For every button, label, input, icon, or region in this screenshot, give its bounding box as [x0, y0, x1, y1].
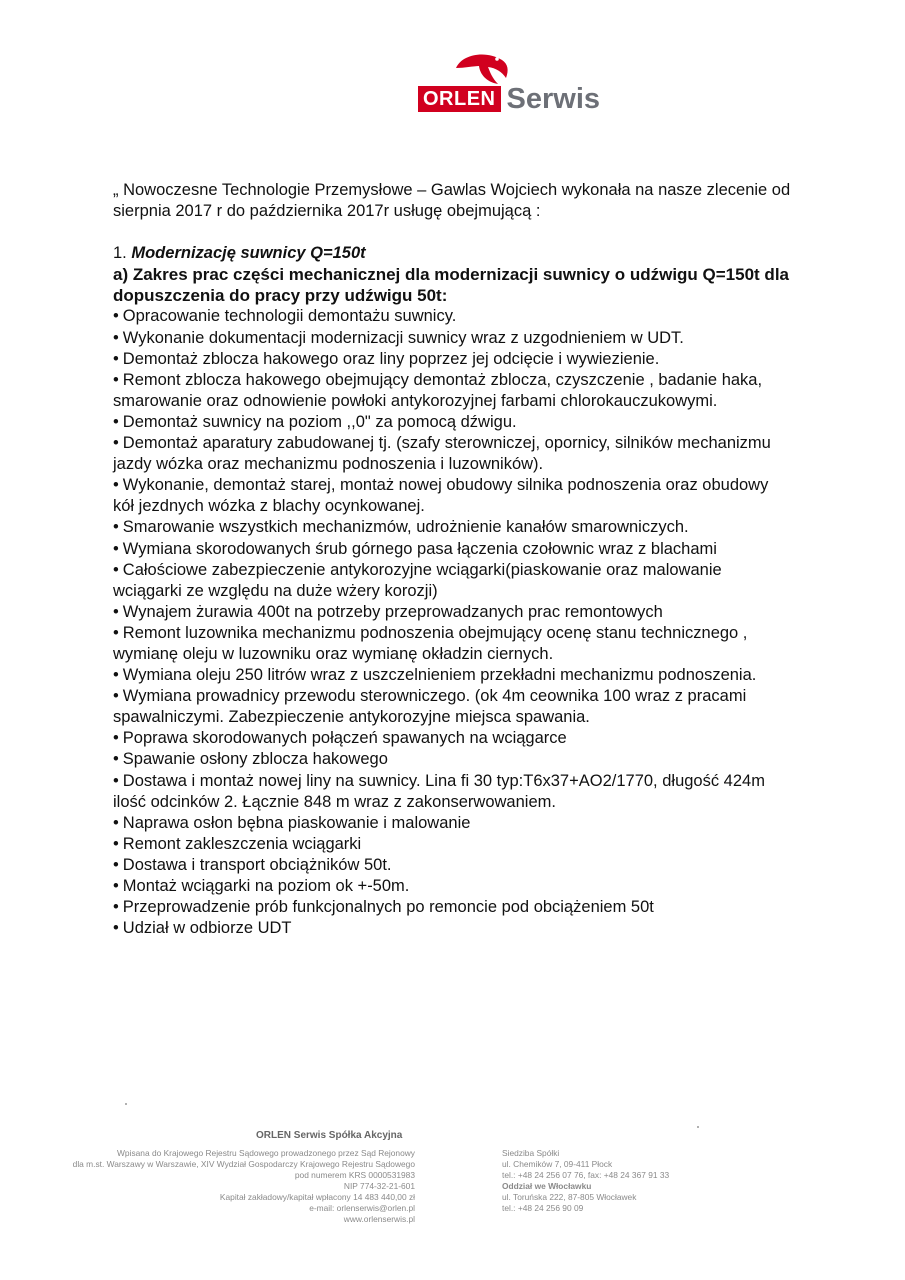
list-item: • Demontaż zblocza hakowego oraz liny poprzez jej odcięcie i wywiezienie. [113, 349, 803, 370]
list-item-continuation: spawalniczymi. Zabezpieczenie antykorozyjne miejsca spawania. [113, 708, 590, 727]
footer-line: Oddział we Włocławku [502, 1181, 592, 1191]
list-item: • Montaż wciągarki na poziom ok +-50m. [113, 876, 803, 897]
list-item: • Wykonanie dokumentacji modernizacji suwnicy wraz z uzgodnieniem w UDT. [113, 328, 803, 349]
list-item: • Remont zblocza hakowego obejmujący demontaż zblocza, czyszczenie , badanie haka, [113, 370, 803, 391]
list-item-continuation: jazdy wózka oraz mechanizmu podnoszenia i luzowników). [113, 455, 544, 474]
footer-line: Siedziba Spółki [502, 1148, 560, 1158]
letter-body [113, 180, 803, 939]
list-item: • Demontaż aparatury zabudowanej tj. (szafy sterowniczej, opornicy, silników mechanizmu [113, 433, 803, 454]
footer-line: ul. Chemików 7, 09-411 Płock [502, 1159, 613, 1169]
footer-line: e-mail: orlenserwis@orlen.pl [309, 1203, 415, 1213]
section-heading [113, 243, 803, 264]
list-item-continuation: wciągarki ze względu na duże wżery korozji) [113, 581, 438, 600]
list-item-continuation: wymianę oleju w luzowniku oraz wymianę okładzin ciernych. [113, 644, 554, 663]
footer-line: dla m.st. Warszawy w Warszawie, XIV Wydział Gospodarczy Krajowego Rejestru Sądowego [72, 1159, 415, 1169]
logo-serwis-text: Serwis [506, 83, 600, 115]
footer-line: tel.: +48 24 256 07 76, fax: +48 24 367 91 33 [502, 1170, 670, 1180]
list-item: • Przeprowadzenie prób funkcjonalnych po remoncie pod obciążeniem 50t [113, 897, 803, 918]
list-item: • Remont zakleszczenia wciągarki [113, 834, 803, 855]
list-item: • Wymiana oleju 250 litrów wraz z uszczelnieniem przekładni mechanizmu podnoszenia. [113, 665, 803, 686]
intro-paragraph: „ Nowoczesne Technologie Przemysłowe – Gawlas Wojciech wykonała na nasze zlecenie od sierpnia 2017 r do października 2017r usługę obejmującą : [113, 181, 791, 221]
list-item: • Wymiana skorodowanych śrub górnego pasa łączenia czołownic wraz z blachami [113, 539, 803, 560]
list-item: • Demontaż suwnicy na poziom ,,0" za pomocą dźwigu. [113, 412, 803, 433]
list-item-continuation: smarowanie oraz odnowienie powłoki antykorozyjnej farbami chlorokauczukowymi. [113, 391, 718, 410]
orlen-eagle-icon [452, 48, 512, 86]
scan-speck [697, 1126, 699, 1128]
footer-line: Kapitał zakładowy/kapitał wpłacony 14 483 440,00 zł [219, 1192, 415, 1202]
list-item: • Całościowe zabezpieczenie antykorozyjne wciągarki(piaskowanie oraz malowanie [113, 560, 803, 581]
list-item-continuation: ilość odcinków 2. Łącznie 848 m wraz z zakonserwowaniem. [113, 792, 556, 811]
footer-address-block [502, 1148, 732, 1214]
list-item: • Dostawa i transport obciążników 50t. [113, 855, 803, 876]
company-logo [418, 48, 628, 118]
section-title: Modernizację suwnicy Q=150t [131, 244, 366, 263]
footer-line: tel.: +48 24 256 90 09 [502, 1203, 584, 1213]
footer-line: NIP 774-32-21-601 [343, 1181, 415, 1191]
list-item: • Udział w odbiorze UDT [113, 918, 803, 939]
scan-speck [125, 1103, 127, 1105]
list-item-continuation: kół jezdnych wózka z blachy ocynkowanej. [113, 497, 425, 516]
scope-subtitle: a) Zakres prac części mechanicznej dla modernizacji suwnicy o udźwigu Q=150t dla dopuszczenia do pracy przy udźwigu 50t: [113, 265, 789, 306]
list-item: • Spawanie osłony zblocza hakowego [113, 749, 803, 770]
list-item: • Dostawa i montaż nowej liny na suwnicy. Lina fi 30 typ:T6x37+AO2/1770, długość 424m [113, 771, 803, 792]
footer-line: Wpisana do Krajowego Rejestru Sądowego prowadzonego przez Sąd Rejonowy [117, 1148, 415, 1158]
footer-line: www.orlenserwis.pl [343, 1214, 415, 1224]
list-item: • Smarowanie wszystkich mechanizmów, udrożnienie kanałów smarowniczych. [113, 517, 803, 538]
logo-orlen-text: ORLEN [418, 86, 501, 112]
work-scope-list [113, 306, 803, 939]
footer-company-name: ORLEN Serwis Spółka Akcyjna [256, 1130, 403, 1141]
footer-registry-block [40, 1148, 415, 1225]
list-item: • Naprawa osłon bębna piaskowanie i malowanie [113, 813, 803, 834]
list-item: • Remont luzownika mechanizmu podnoszenia obejmujący ocenę stanu technicznego , [113, 623, 803, 644]
section-number: 1. [113, 244, 127, 263]
list-item: • Opracowanie technologii demontażu suwnicy. [113, 306, 803, 327]
footer-line: ul. Toruńska 222, 87-805 Włocławek [502, 1192, 637, 1202]
list-item: • Wymiana prowadnicy przewodu sterowniczego. (ok 4m ceownika 100 wraz z pracami [113, 686, 803, 707]
list-item: • Poprawa skorodowanych połączeń spawanych na wciągarce [113, 728, 803, 749]
list-item: • Wykonanie, demontaż starej, montaż nowej obudowy silnika podnoszenia oraz obudowy [113, 475, 803, 496]
footer-line: pod numerem KRS 0000531983 [294, 1170, 415, 1180]
list-item: • Wynajem żurawia 400t na potrzeby przeprowadzanych prac remontowych [113, 602, 803, 623]
